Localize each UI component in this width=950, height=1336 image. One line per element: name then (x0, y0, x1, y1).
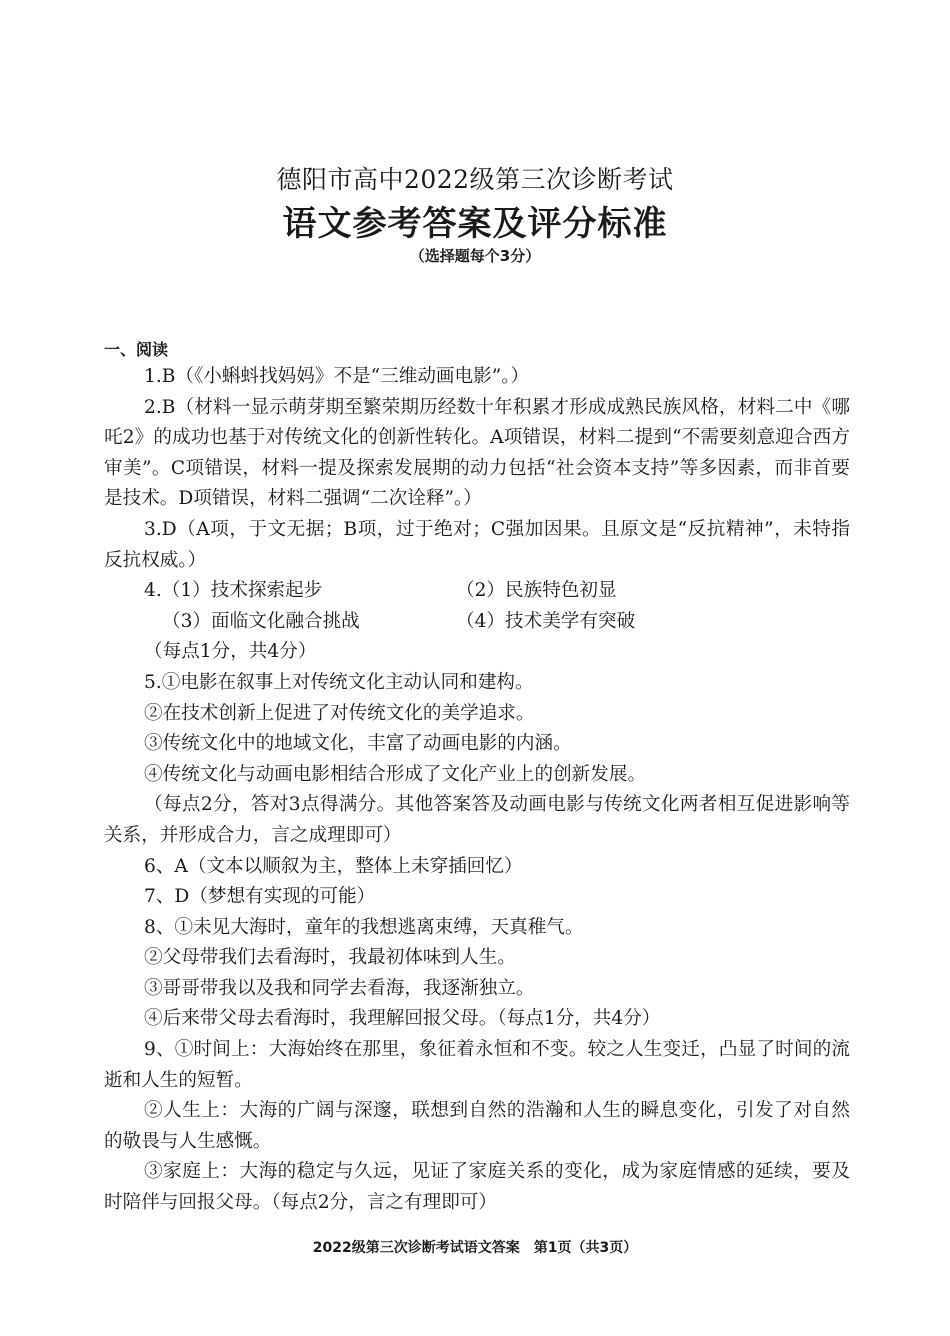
answer-q3: 3.D（A项，于文无据；B项，过于绝对；C强加因果。且原文是“反抗精神”，未特指反抗权威。） (104, 518, 850, 571)
answer-q1: 1.B（《小蝌蚪找妈妈》不是“三维动画电影”。） (144, 366, 530, 387)
answer-q9-point2: ②人生上：大海的广阔与深邃，联想到自然的浩瀚和人生的瞬息变化，引发了对自然的敬畏与人生感慨。 (104, 1100, 850, 1152)
answer-q5-point1: 5.①电影在叙事上对传统文化主动认同和建构。 (144, 671, 534, 693)
answer-q8-point4: ④后来带父母去看海时，我理解回报父母。（每点1分，共4分） (144, 1008, 661, 1030)
answer-q4-item2: （2）民族特色初显 (456, 580, 617, 602)
answer-q5-point3: ③传统文化中的地域文化，丰富了动画电影的内涵。 (144, 733, 572, 755)
answer-q4-item4: （4）技术美学有突破 (456, 610, 636, 632)
answer-q8-point1: 8、①未见大海时，童年的我想逃离束缚，天真稚气。 (144, 916, 584, 938)
answer-q4-score: （每点1分，共4分） (144, 641, 317, 663)
answer-q2: 2.B（材料一显示萌芽期至繁荣期历经数十年积累才形成成熟民族风格，材料二中《哪吒2》的成功也基于对传统文化的创新性转化。A项错误，材料二提到“不需要刻意迎合西方审美”。C项错误，材料一提及探索发展期的动力包括“社会资本支持”等多因素，而非首要是技术。D项错误，材料二强调“二次诠释”。） (104, 396, 850, 510)
answer-q9-point3: ③家庭上：大海的稳定与久远，见证了家庭关系的变化，成为家庭情感的延续，要及时陪伴与回报父母。（每点2分，言之有理即可） (104, 1161, 850, 1214)
section-heading-reading: 一、阅读 (104, 340, 169, 359)
answer-q8-point2: ②父母带我们去看海时，我最初体味到人生。 (144, 947, 516, 969)
answer-q7: 7、D（梦想有实现的可能） (144, 886, 376, 908)
answer-body (104, 362, 850, 1219)
answer-q4-item1: 4.（1）技术探索起步 (144, 580, 323, 602)
answer-q5-score: （每点2分，答对3点得满分。其他答案答及动画电影与传统文化两者相互促进影响等关系，并形成合力，言之成理即可） (104, 794, 850, 846)
document-title: 语文参考答案及评分标准 (282, 204, 668, 244)
page-footer: 2022级第三次诊断考试语文答案 第1页（共3页） (312, 1240, 638, 1256)
answer-q4-row2 (104, 607, 850, 638)
answer-q4-row1 (104, 576, 850, 607)
answer-q4-item3: （3）面临文化融合挑战 (162, 610, 360, 632)
answer-q5-point2: ②在技术创新上促进了对传统文化的美学追求。 (144, 702, 535, 724)
exam-title: 德阳市高中2022级第三次诊断考试 (276, 165, 674, 194)
answer-q6: 6、A（文本以顺叙为主，整体上未穿插回忆） (144, 855, 523, 877)
answer-q8-point3: ③哥哥带我以及我和同学去看海，我逐渐独立。 (144, 977, 535, 999)
scoring-note: （选择题每个3分） (409, 247, 541, 265)
answer-q9-point1: 9、①时间上：大海始终在那里，象征着永恒和不变。较之人生变迁，凸显了时间的流逝和人生的短暂。 (104, 1039, 850, 1091)
answer-q5-point4: ④传统文化与动画电影相结合形成了文化产业上的创新发展。 (144, 763, 647, 785)
